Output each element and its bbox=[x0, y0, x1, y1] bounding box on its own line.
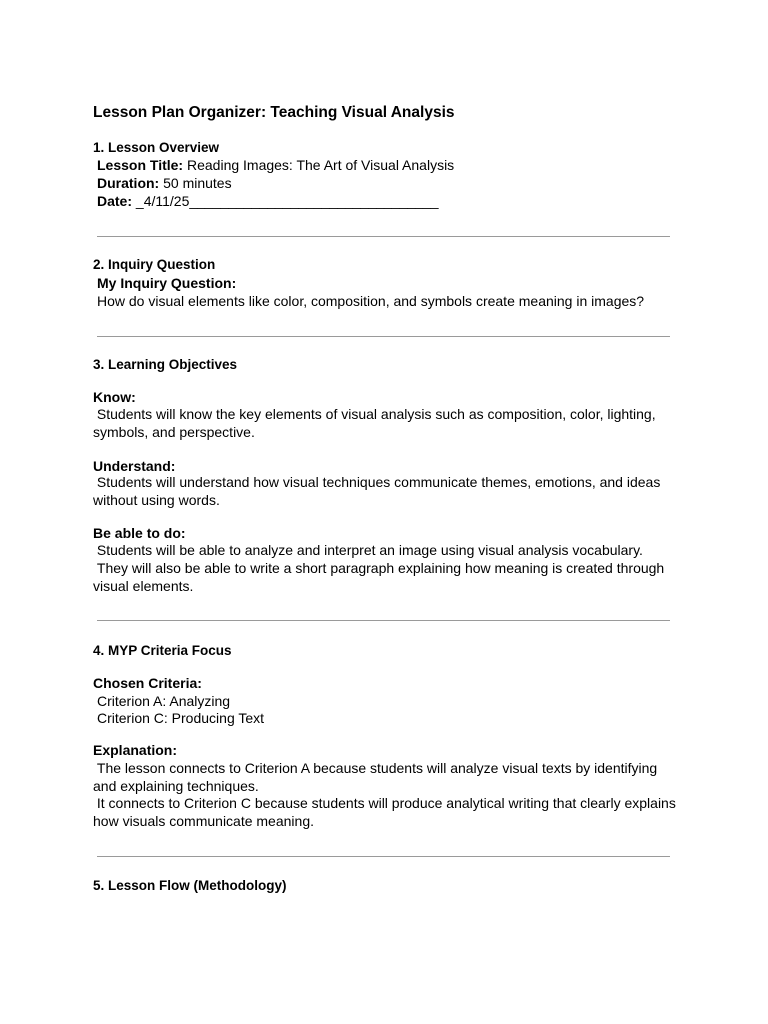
learning-objectives-heading: 3. Learning Objectives bbox=[93, 357, 238, 372]
inquiry-question-text: How do visual elements like color, composition, and symbols create meaning in images? bbox=[97, 293, 645, 309]
lesson-title-label: Lesson Title: bbox=[97, 157, 184, 173]
date-value: _4/11/25________________________________ bbox=[132, 193, 439, 209]
section-divider bbox=[97, 856, 670, 857]
section-divider bbox=[97, 236, 670, 237]
know-text: Students will know the key elements of visual analysis such as composition, color, lighting, symbols, and perspective. bbox=[93, 406, 656, 440]
section-divider bbox=[97, 336, 670, 337]
chosen-criteria-label: Chosen Criteria: bbox=[93, 675, 202, 691]
criterion-a: Criterion A: Analyzing bbox=[97, 693, 231, 709]
explanation-text-1: The lesson connects to Criterion A because students will analyze visual texts by identifying and explaining techniques. bbox=[93, 760, 658, 794]
criterion-c: Criterion C: Producing Text bbox=[97, 710, 265, 726]
date-label: Date: bbox=[97, 193, 133, 209]
know-label: Know: bbox=[93, 389, 136, 405]
document-title: Lesson Plan Organizer: Teaching Visual Analysis bbox=[93, 104, 455, 121]
duration-value: 50 minutes bbox=[159, 175, 232, 191]
lesson-flow-heading: 5. Lesson Flow (Methodology) bbox=[93, 878, 287, 893]
lesson-overview-heading: 1. Lesson Overview bbox=[93, 140, 220, 155]
explanation-text-2: It connects to Criterion C because students will produce analytical writing that clearly explains how visuals communicate meaning. bbox=[93, 795, 676, 829]
duration-label: Duration: bbox=[97, 175, 160, 191]
myp-criteria-heading: 4. MYP Criteria Focus bbox=[93, 643, 232, 658]
understand-label: Understand: bbox=[93, 458, 176, 474]
be-able-to-do-text-2: They will also be able to write a short paragraph explaining how meaning is created through visual elements. bbox=[93, 560, 665, 594]
section-divider bbox=[97, 620, 670, 621]
inquiry-question-heading: 2. Inquiry Question bbox=[93, 257, 216, 272]
inquiry-question-label: My Inquiry Question: bbox=[97, 275, 237, 291]
understand-text: Students will understand how visual techniques communicate themes, emotions, and ideas without using words. bbox=[93, 474, 661, 508]
date-line bbox=[97, 192, 439, 210]
be-able-to-do-label: Be able to do: bbox=[93, 525, 186, 541]
lesson-title-line bbox=[97, 156, 454, 174]
duration-line bbox=[97, 174, 232, 192]
be-able-to-do-text-1: Students will be able to analyze and interpret an image using visual analysis vocabulary. bbox=[93, 542, 643, 558]
lesson-title-value: Reading Images: The Art of Visual Analysis bbox=[183, 157, 455, 173]
explanation-label: Explanation: bbox=[93, 742, 178, 758]
